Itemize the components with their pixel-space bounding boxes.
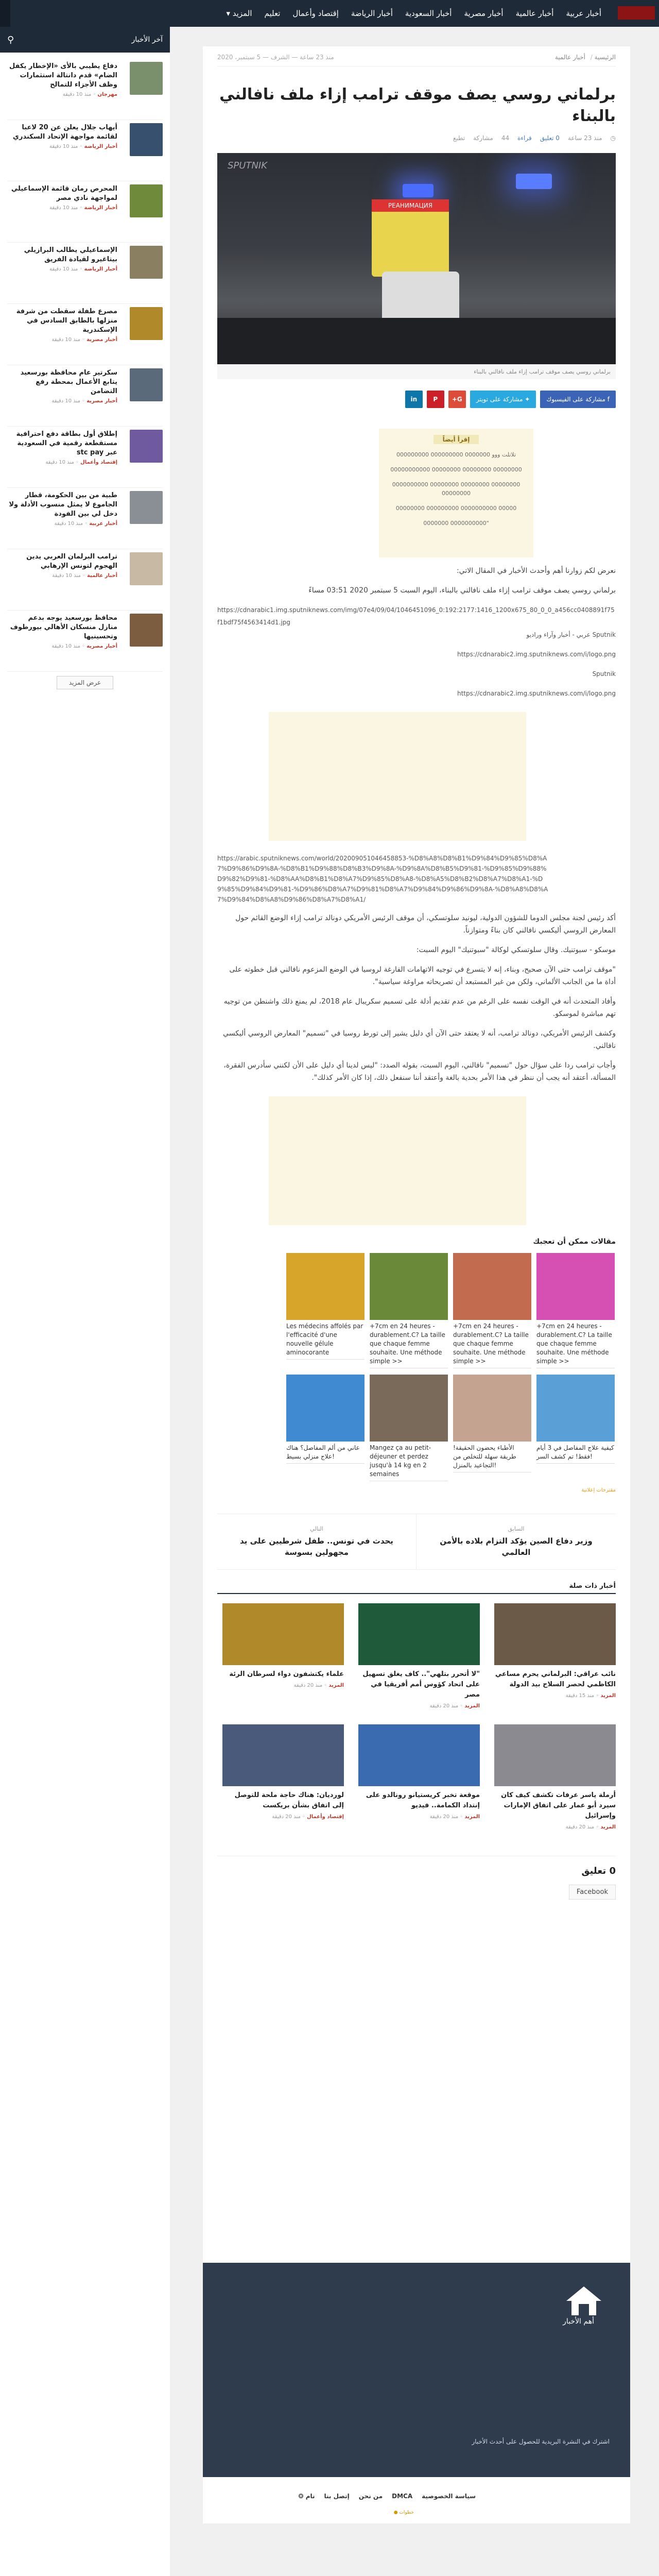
related-category[interactable]: المزيد: [600, 1824, 616, 1830]
meta-print[interactable]: تطبع: [453, 134, 465, 142]
news-thumbnail[interactable]: [130, 184, 163, 217]
news-meta: أخبار الرياضة ◦ منذ 10 دقيقة: [49, 205, 117, 211]
footer-links-bar: [203, 2477, 630, 2523]
breadcrumb-home[interactable]: الرئيسية: [594, 54, 616, 61]
news-meta: أخبار الرياضة ◦ منذ 10 دقيقة: [49, 144, 117, 149]
sidebar-news-item[interactable]: [7, 430, 163, 488]
related-title[interactable]: "لا أتحرر بتلهي".. كاف يغلق تسهيل على اتحاد كؤوس أمم أفريقيا في مصر: [362, 1670, 480, 1699]
related-meta: المزيد ◦ منذ 20 دقيقة: [293, 1683, 344, 1688]
news-title[interactable]: طبية من بين الحكومة، قطار الجاموع لا يمثل منسوب الأدلة ولا دخل لي بين الفودة: [9, 492, 117, 518]
sidebar-news-item[interactable]: [7, 552, 163, 611]
recommended-image[interactable]: [453, 1375, 531, 1442]
news-category[interactable]: أخبار الرياضة: [84, 144, 117, 149]
news-category[interactable]: أخبار الرياضة: [84, 205, 117, 211]
sidebar-list: [0, 53, 170, 672]
logo-url: https://cdnarabic2.img.sputniknews.com/i/logo.png: [457, 690, 616, 697]
article-source-url[interactable]: https://arabic.sputniknews.com/world/202009051046458853-%D8%A8%D8%B1%D9%84%D9%85%D8%A7%D9%86%D9%8A-%D8%B1%D9%88%D8%B3%D9%8A-%D9%8A%D8%B5%D9%81-%D9%85%D9%88%D9%82%D9%81-%D8%AA%D8%B1%D8%A7%D9%85%D8%A8-%D8%A5%D8%B2%D8%A7%D8%A1-%D9%85%D9%84%D9%81-%D9%86%D8%A7%D9%81%D8%A7%D9%84%D9%86%D9%8A-%D8%A8%D8%A7%D9%84%D8%A8%D9%86%D8%A7%D8%A1/: [217, 855, 548, 903]
share-gplus-button[interactable]: G+: [448, 391, 466, 408]
related-meta: المزيد ◦ منذ 20 دقيقة: [429, 1703, 480, 1709]
related-date: منذ 20 دقيقة: [429, 1703, 459, 1709]
related-image[interactable]: [358, 1724, 480, 1786]
paragraph: موسكو - سبوتنيك. وقال سلوتسكي لوكالة "سبوتنيك" اليوم السبت:: [416, 946, 616, 954]
news-category[interactable]: مهرجان: [97, 92, 117, 97]
paragraph: أكد رئيس لجنة مجلس الدوما للشؤون الدولية، ليونيد سلوتسكي، أن موقف الرئيس الأمريكي دونالد ترامب إزاء الوضع القائم حول المعارض الروسي أليكسي نافالني كان بناءً ومتوازناً.: [235, 914, 616, 935]
source-name: Sputnik: [592, 670, 616, 677]
news-category[interactable]: أخبار عربية: [89, 521, 117, 527]
related-card[interactable]: [222, 1603, 344, 1709]
related-title[interactable]: علماء يكتشفون دواء لسرطان الرئة: [229, 1670, 344, 1678]
news-date: منذ 10 دقيقة: [52, 573, 81, 579]
news-title[interactable]: ترامب البرلمان العربي يدين الهجوم لتونس الإرهابي: [26, 553, 117, 570]
previous-label: السابق: [508, 1526, 525, 1532]
nav-item-economy[interactable]: إقتصاد وأعمال: [292, 9, 339, 18]
news-thumbnail[interactable]: [130, 246, 163, 279]
facebook-icon: f: [607, 396, 610, 403]
sidebar-news-item[interactable]: [7, 246, 163, 304]
news-title[interactable]: سكرتير عام محافظة بورسعيد يتابع الأعمال بمحطة رفع التضامن: [20, 369, 117, 395]
article-body: [217, 565, 616, 700]
news-thumbnail[interactable]: [130, 62, 163, 95]
news-date: منذ 10 دقيقة: [45, 460, 74, 465]
related-category[interactable]: المزيد: [464, 1703, 480, 1709]
sidebar-news-item[interactable]: [7, 62, 163, 120]
top-bar-edge: [0, 0, 10, 27]
related-image[interactable]: [222, 1603, 344, 1665]
news-text: [7, 368, 117, 404]
recommended-card[interactable]: [286, 1253, 365, 1368]
sidebar-news-item[interactable]: [7, 491, 163, 549]
news-text: [7, 491, 117, 527]
news-date: منذ 10 دقيقة: [51, 337, 80, 343]
recommended-text[interactable]: Les médecins affolés par l'efficacité d'une nouvelle gélule aminocorante: [286, 1322, 365, 1360]
meta-share: مشاركة: [473, 134, 493, 142]
paragraph: "موقف ترامب حتى الآن صحيح، وبناء، إنه لا يتسرع في توجيه الاتهامات الفارغة لروسيا في الوضع المزعوم نافالني قبل خطوته على أداة ما من الجانب الألماني، ولكن من غير المستبعد أن تصريحاته مراوغة سياسية".: [229, 965, 616, 986]
ambulance-label: РЕАНИМАЦИЯ: [372, 199, 449, 212]
related-meta: إقتصاد وأعمال ◦ منذ 20 دقيقة: [272, 1814, 344, 1820]
logo-url: https://cdnarabic2.img.sputniknews.com/i/logo.png: [457, 651, 616, 658]
news-title[interactable]: الإسماعيلي يطالب البرازيلي بيتاغيرو لقيادة الفريق: [24, 246, 117, 263]
related-category[interactable]: إقتصاد وأعمال: [307, 1814, 344, 1820]
street-shape: [217, 318, 616, 364]
news-text: [7, 430, 117, 465]
recommended-text[interactable]: عاني من ألم المفاصل؟ هناك علاج منزلي بسيط!: [286, 1444, 365, 1464]
related-category[interactable]: المزيد: [600, 1693, 616, 1699]
news-text: [7, 246, 117, 272]
sidebar-title: آخر الأخبار: [131, 36, 163, 44]
ad-slot: [269, 712, 526, 841]
news-text: [7, 62, 117, 97]
article-hero-image: [217, 153, 616, 364]
previous-title: وزير دفاع الصين يؤكد التزام بلاده بالأمن العالمي: [440, 1536, 593, 1557]
meta-author[interactable]: قراءة: [517, 134, 532, 142]
recommended-image[interactable]: [286, 1253, 365, 1320]
meta-time: منذ 23 ساعة: [567, 134, 602, 142]
related-news-grid: [217, 1603, 616, 1830]
facebook-comments-tab[interactable]: Facebook: [569, 1885, 616, 1900]
previous-post-link[interactable]: [417, 1514, 616, 1569]
read-also-line[interactable]: 00000000 00000000 00000000 0000000000 00000000: [392, 481, 521, 497]
paragraph: وكشف الرئيس الأمريكي، دونالد ترامب، أنه لا يعتقد حتى الآن أي دليل يشير إلى تورط روسيا في "تسميم" المعارض الروسي أليكسي نافالني.: [223, 1029, 616, 1050]
footer-link-about[interactable]: من نحن: [358, 2493, 383, 2500]
news-text: [7, 184, 117, 211]
next-post-link[interactable]: [217, 1514, 417, 1569]
news-title[interactable]: دفاع يطيبي بالأى «الإخطار يكفل الضام» قدم دانتالة استثمارات وظف الأجزاء للتمالح: [9, 62, 117, 89]
related-title[interactable]: موقعة تخبر كريستيانو رونالدو على إنتداد الكمامة.. فيديو: [366, 1791, 480, 1809]
news-date: منذ 10 دقيقة: [51, 398, 80, 404]
news-text: [7, 552, 117, 579]
comments-section: [217, 1856, 616, 1900]
recommended-title: مقالات ممكن أن تعجبك: [533, 1238, 616, 1246]
recommended-image[interactable]: [453, 1253, 531, 1320]
newsletter-line: اشترك في النشرة البريدية للحصول على أحدث الأخبار: [472, 2438, 610, 2445]
news-category[interactable]: أخبار عالمية: [87, 573, 117, 579]
recommended-card[interactable]: [370, 1375, 448, 1481]
related-card[interactable]: [494, 1603, 616, 1709]
news-date: منذ 10 دقيقة: [51, 643, 80, 649]
recommended-credit[interactable]: مقترحات إعلانية: [581, 1487, 616, 1493]
site-logo[interactable]: [618, 6, 655, 20]
read-also-box: [379, 429, 533, 557]
recommended-text[interactable]: +7cm en 24 heures - durablement.C? La taille que chaque femme souhaite. Une méthode simple >>: [453, 1322, 531, 1368]
news-text: [7, 123, 117, 149]
recommended-image[interactable]: [286, 1375, 365, 1442]
recommended-card[interactable]: [453, 1375, 531, 1481]
related-card[interactable]: [494, 1724, 616, 1830]
footer-link-privacy[interactable]: سياسة الخصوصية: [422, 2493, 476, 2500]
news-category[interactable]: أخبار مصرية: [86, 398, 117, 404]
intro-line: برلماني روسي يصف موقف ترامب إزاء ملف نافالني بالبناء، اليوم السبت 5 سبتمبر 2020 03:51 مساءً: [308, 586, 616, 595]
ad-slot: [269, 1096, 526, 1225]
recommended-text[interactable]: الأطباء يحضون الحقيقة! طريقة سهلة للتخلص من التجاعيد بالمنزل!: [453, 1444, 531, 1472]
news-title[interactable]: أيهاب جلال يعلن عن 20 لاعبا لقائمة مواجهة الإتحاد السكندري: [13, 124, 117, 141]
read-also-line[interactable]: "0000000000 0000000: [423, 520, 489, 527]
sidebar-news-item[interactable]: [7, 614, 163, 672]
news-meta: أخبار عالمية ◦ منذ 10 دقيقة: [52, 573, 117, 579]
intro-line: نعرض لكم زوارنا أهم وأحدث الأخبار في المقال الاتي:: [456, 567, 616, 575]
read-also-title: إقرأ أيضاً: [433, 435, 479, 444]
twitter-icon: ✦: [525, 396, 530, 403]
related-image[interactable]: [494, 1724, 616, 1786]
news-thumbnail[interactable]: [130, 491, 163, 524]
related-title[interactable]: نائب عراقي: البرلماني يحرم مساعي الكاظمي لحصر السلاح بيد الدولة: [495, 1670, 616, 1688]
meta-count: 44: [501, 134, 510, 142]
share-facebook-button[interactable]: f مشاركة على الفيسبوك: [540, 391, 616, 408]
related-card[interactable]: [358, 1603, 480, 1709]
clock-icon: ◷: [610, 134, 616, 142]
recommended-card[interactable]: [286, 1375, 365, 1481]
news-thumbnail[interactable]: [130, 430, 163, 463]
nav-item-egypt[interactable]: أخبار مصرية: [464, 9, 504, 18]
footer-link-theme[interactable]: نام ❂: [298, 2493, 315, 2500]
footer-link-dmca[interactable]: DMCA: [392, 2493, 413, 2500]
footer-site-name: أهم الأخبار: [563, 2317, 594, 2326]
sidebar-news-item[interactable]: [7, 123, 163, 181]
news-date: منذ 10 دقيقة: [54, 521, 83, 527]
recommended-text[interactable]: Mangez ça au petit-déjeuner et perdez jusqu'à 14 kg en 2 semaines: [370, 1444, 448, 1481]
next-label: التالي: [310, 1526, 323, 1532]
related-date: منذ 20 دقيقة: [429, 1814, 459, 1820]
next-title: يحدث في تونس.. طفل شرطيين على يد مجهولين بسوسة: [240, 1536, 393, 1557]
news-date: منذ 10 دقيقة: [49, 205, 78, 211]
main-nav: [220, 0, 608, 27]
image-caption: برلماني روسي يصف موقف ترامب إزاء ملف نافالني بالبناء: [217, 364, 616, 379]
related-card[interactable]: [222, 1724, 344, 1830]
nav-item-sports[interactable]: أخبار الرياضة: [351, 9, 393, 18]
site-footer: [203, 2263, 630, 2477]
news-date: منذ 10 دقيقة: [49, 144, 78, 149]
recommended-image[interactable]: [536, 1375, 615, 1442]
news-category[interactable]: أخبار مصرية: [86, 337, 117, 343]
related-date: منذ 15 دقيقة: [565, 1693, 595, 1699]
load-more-button[interactable]: عرض المزيد: [57, 676, 113, 689]
related-meta: المزيد ◦ منذ 20 دقيقة: [565, 1824, 616, 1830]
related-meta: المزيد ◦ منذ 15 دقيقة: [565, 1693, 616, 1699]
related-image[interactable]: [222, 1724, 344, 1786]
related-date: منذ 20 دقيقة: [293, 1683, 323, 1688]
recommended-text[interactable]: +7cm en 24 heures - durablement.C? La taille que chaque femme souhaite. Une méthode simple >>: [536, 1322, 615, 1368]
nav-item-arab[interactable]: أخبار عربية: [566, 9, 601, 18]
post-navigation: [217, 1514, 616, 1570]
related-meta: المزيد ◦ منذ 20 دقيقة: [429, 1814, 480, 1820]
recommended-card[interactable]: [370, 1253, 448, 1368]
article-meta: [217, 134, 616, 142]
search-icon[interactable]: ⚲: [7, 34, 14, 45]
share-bar: [217, 391, 616, 408]
siren-light: [403, 184, 433, 197]
recommended-image[interactable]: [536, 1253, 615, 1320]
nav-item-saudi[interactable]: أخبار السعودية: [405, 9, 452, 18]
meta-comments[interactable]: 0 تعليق: [540, 134, 560, 142]
read-also-line[interactable]: 00000 0000000000 000000000 00000000: [395, 505, 517, 512]
nav-item-education[interactable]: تعليم: [264, 9, 281, 18]
news-thumbnail[interactable]: [130, 123, 163, 156]
news-date: منذ 10 دقيقة: [62, 92, 92, 97]
share-twitter-button[interactable]: ✦ مشاركة على تويتر: [470, 391, 536, 408]
news-meta: مهرجان ◦ منذ 10 دقيقة: [62, 92, 117, 97]
breadcrumb: [217, 54, 616, 66]
news-title[interactable]: إطلاق أول بطاقة دفع احترافية مستقطعة رقمية في السعودية عبر stc pay: [16, 430, 117, 456]
news-title[interactable]: المحرص رمان قائمة الإسماعيلي لمواجهة نادي مصر: [11, 185, 117, 202]
news-meta: أخبار عربية ◦ منذ 10 دقيقة: [54, 521, 117, 527]
news-date: منذ 10 دقيقة: [49, 266, 78, 272]
sidebar-news-item[interactable]: [7, 368, 163, 427]
source-line: عربي - أخبار وآراء وراديو Sputnik: [526, 631, 616, 638]
footer-link-contact[interactable]: إتصل بنا: [324, 2493, 350, 2500]
related-image[interactable]: [494, 1603, 616, 1665]
related-category[interactable]: المزيد: [328, 1683, 344, 1688]
related-category[interactable]: المزيد: [464, 1814, 480, 1820]
house-logo-icon: [563, 2283, 604, 2319]
related-date: منذ 20 دقيقة: [272, 1814, 301, 1820]
top-navbar: [0, 0, 659, 27]
comments-count: 0 تعليق: [581, 1866, 616, 1876]
recommended-image[interactable]: [370, 1253, 448, 1320]
chevron-down-icon: ▾: [226, 9, 231, 18]
news-thumbnail[interactable]: [130, 614, 163, 647]
recommended-text[interactable]: +7cm en 24 heures - durablement.C? La taille que chaque femme souhaite. Une méthode simple >>: [370, 1322, 448, 1368]
paragraph: وأفاد المتحدث أنه في الوقت نفسه على الرغم من عدم تقديم أدلة على تسميم سكريبال عام 2018، لم يمنع ذلك واشنطن من توجيه تهم مباشرة لموسكو.: [223, 997, 616, 1018]
news-text: [7, 614, 117, 649]
news-title[interactable]: مصرع طفلة سقطت من شرفة منزلها بالطابق السادس في الإسكندرية: [16, 308, 117, 334]
breadcrumb-category[interactable]: أخبار عالمية: [554, 54, 585, 61]
nav-item-more[interactable]: المزيد ▾: [226, 9, 252, 18]
news-category[interactable]: إقتصاد وأعمال: [80, 460, 117, 465]
article-date-line: منذ 23 ساعة — الشرف — 5 سبتمبر، 2020: [217, 54, 334, 61]
article-paragraphs: [217, 912, 616, 1084]
news-title[interactable]: محافظ بورسعيد يوجه بدعم منازل منسكان الأهالي بيورطوف وتحسينيها: [10, 614, 117, 640]
footer-credit: خطوات ●: [393, 2510, 414, 2515]
news-meta: إقتصاد وأعمال ◦ منذ 10 دقيقة: [45, 460, 117, 465]
related-card[interactable]: [358, 1724, 480, 1830]
recommended-grid: [217, 1253, 616, 1481]
latest-news-sidebar: [0, 27, 170, 2576]
image-url: https://cdnarabic1.img.sputniknews.com/img/07e4/09/04/1046451096_0:192:2177:1416_1200x675_80_0_0_a456cc0408891f75f1bdf75f4563414d1.jpg: [217, 606, 615, 626]
news-text: [7, 307, 117, 343]
read-also-line[interactable]: 00000000 00000000 00000000 00000000000: [390, 466, 522, 473]
sidebar-news-item[interactable]: [7, 184, 163, 243]
share-pinterest-button[interactable]: P: [427, 391, 444, 408]
share-linkedin-button[interactable]: in: [405, 391, 423, 408]
recommended-card[interactable]: [536, 1253, 615, 1368]
sidebar-header: [0, 27, 170, 53]
news-thumbnail[interactable]: [130, 552, 163, 585]
nav-item-world[interactable]: أخبار عالمية: [515, 9, 554, 18]
siren-light-far: [516, 174, 552, 189]
recommended-card[interactable]: [453, 1253, 531, 1368]
article-container: [203, 46, 630, 2458]
news-meta: أخبار مصرية ◦ منذ 10 دقيقة: [51, 398, 117, 404]
news-thumbnail[interactable]: [130, 368, 163, 401]
related-date: منذ 20 دقيقة: [565, 1824, 595, 1830]
car-shape: [382, 272, 459, 323]
read-also-line[interactable]: تلاتلت ووو 0000000 000000000 000000000: [396, 451, 516, 458]
breadcrumb-separator: /: [590, 54, 593, 61]
recommended-card[interactable]: [536, 1375, 615, 1481]
article-title: برلماني روسي يصف موقف ترامب إزاء ملف نافالني بالبناء: [219, 86, 616, 125]
news-meta: أخبار مصرية ◦ منذ 10 دقيقة: [51, 337, 117, 343]
image-watermark: SPUTNIK: [228, 160, 268, 171]
recommended-text[interactable]: كيفية علاج المفاصل في 3 أيام فقط! تم كشف السر!: [536, 1444, 615, 1464]
news-category[interactable]: أخبار الرياضة: [84, 266, 117, 272]
paragraph: وأجاب ترامب ردا على سؤال حول "تسميم" نافالني، اليوم السبت، بقوله الصدد: "ليس لدينا أي دليل على الأن لكنني سأدرس الفقرة، المسألة، أعتقد أنه يجب أن ننظر في هذا الأمر بحدية بالغة وأعتقد أننا سنفعل ذلك، إذا كان الأمر كذلك".: [223, 1061, 616, 1082]
related-title[interactable]: أرملة ياسر عرفات تكشف كيف كان سيرد أبو عمار على اتفاق الإمارات وإسرائيل: [501, 1791, 616, 1820]
recommended-image[interactable]: [370, 1375, 448, 1442]
news-thumbnail[interactable]: [130, 307, 163, 340]
related-image[interactable]: [358, 1603, 480, 1665]
news-meta: أخبار مصرية ◦ منذ 10 دقيقة: [51, 643, 117, 649]
news-category[interactable]: أخبار مصرية: [86, 643, 117, 649]
news-meta: أخبار الرياضة ◦ منذ 10 دقيقة: [49, 266, 117, 272]
related-title[interactable]: لورديان: هناك حاجة ملحة للتوصل إلى اتفاق بشأن بريكست: [234, 1791, 344, 1809]
related-news-heading: أخبار ذات صلة: [217, 1582, 616, 1594]
sidebar-news-item[interactable]: [7, 307, 163, 365]
